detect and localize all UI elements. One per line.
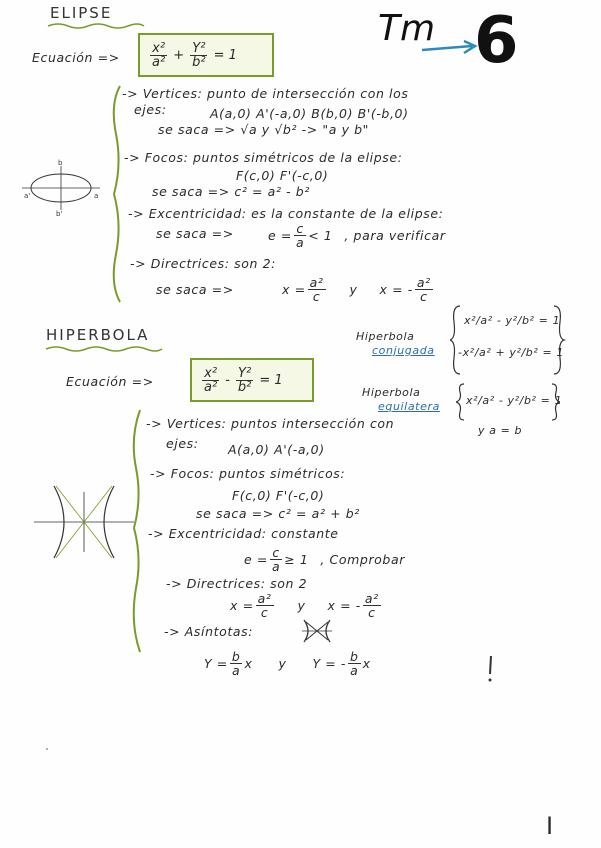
ellipse-title: ELIPSE — [50, 4, 113, 22]
svg-text:b: b — [58, 159, 63, 167]
title-underline — [44, 345, 164, 353]
ellipse-vertices-saca: se saca => √a y √b² -> "a y b" — [158, 122, 370, 137]
ellipse-vertices-line1: -> Vertices: punto de intersección con los — [122, 86, 409, 101]
svg-text:a': a' — [24, 192, 31, 200]
ellipse-focos-saca: se saca => c² = a² - b² — [152, 184, 310, 199]
hiperbola-vertices-line1: -> Vertices: puntos intersección con — [146, 416, 395, 431]
hiperbola-vertices-points: A(a,0) A'(-a,0) — [228, 442, 325, 457]
hiperbola-equation-box: $\frac{\text{x²}}{\text{a²}}$ - $\frac{\text{Y²}}{\text{b²}}$ = 1 — [190, 358, 314, 402]
hiperbola-dir-line: -> Directrices: son 2 — [166, 576, 308, 591]
hiperbola-vertices-line2: ejes: — [166, 436, 199, 451]
ellipse-dir-line: -> Directrices: son 2: — [130, 256, 276, 271]
svg-text:b': b' — [56, 210, 63, 218]
header-number: 6 — [474, 4, 519, 78]
frac: $\frac{\text{Y²}}{\text{b²}}$ — [237, 365, 252, 395]
equilatera-label: Hiperbola — [362, 386, 421, 399]
ellipse-diagram — [20, 158, 102, 218]
hiperbola-dir-formula: x = $\frac{\text{a²}}{c}$ y x = - $\frac{\text{a²}}{c}$ — [230, 591, 379, 620]
frac: $\frac{\text{Y²}}{\text{b²}}$ — [192, 40, 206, 70]
hiperbola-brace — [128, 408, 144, 654]
ellipse-vertices-line2: ejes: — [134, 102, 167, 117]
page-mark: I — [546, 812, 554, 840]
ellipse-exc-saca: se saca => — [156, 226, 234, 241]
header-tm: Tm — [378, 8, 436, 49]
hiperbola-exc-formula: e = $\frac{c}{a}$ ≥ 1 , Comprobar — [244, 545, 405, 574]
ellipse-focos-points: F(c,0) F'(-c,0) — [236, 168, 329, 183]
hiperbola-title: HIPERBOLA — [46, 326, 150, 344]
equilatera-eq: x²/a² - y²/b² = 1 — [466, 394, 563, 407]
conjugada-eq2: -x²/a² + y²/b² = 1 — [458, 346, 564, 359]
svg-text:a: a — [94, 192, 99, 200]
hiperbola-asin-line: -> Asíntotas: — [164, 624, 254, 639]
hiperbola-ecuacion-label: Ecuación => — [66, 374, 154, 389]
ellipse-dir-saca: se saca => — [156, 282, 234, 297]
hyperbola-diagram — [34, 482, 134, 562]
hiperbola-focos-points: F(c,0) F'(-c,0) — [232, 488, 325, 503]
ellipse-vertices-points: A(a,0) A'(-a,0) B(b,0) B'(-b,0) — [210, 106, 409, 121]
equilatera-label-highlight: equilatera — [378, 400, 440, 413]
asymptote-sketch-icon — [300, 618, 334, 644]
ellipse-ecuacion-label: Ecuación => — [32, 50, 120, 65]
conjugada-eq1: x²/a² - y²/b² = 1 — [464, 314, 561, 327]
ellipse-dir-formula: x = $\frac{\text{a²}}{c}$ y x = - $\frac{\text{a²}}{c}$ — [282, 275, 431, 304]
arrow-icon — [420, 38, 480, 58]
ellipse-focos-line: -> Focos: puntos simétricos de la elipse: — [124, 150, 403, 165]
equilatera-cond: y a = b — [478, 424, 523, 437]
ellipse-brace — [108, 84, 124, 304]
ink-mark — [484, 654, 498, 684]
ellipse-exc-formula: e = $\frac{c}{a}$ < 1 , para verificar — [268, 221, 446, 250]
hiperbola-exc-line: -> Excentricidad: constante — [148, 526, 339, 541]
ellipse-exc-line: -> Excentricidad: es la constante de la elipse: — [128, 206, 444, 221]
title-underline — [46, 22, 146, 30]
hiperbola-focos-line: -> Focos: puntos simétricos: — [150, 466, 346, 481]
conjugada-label: Hiperbola — [356, 330, 415, 343]
frac: $\frac{\text{x²}}{\text{a²}}$ — [152, 40, 166, 70]
conjugada-label-highlight: conjugada — [372, 344, 435, 357]
hiperbola-asin-formula: Y = $\frac{b}{a}$ x y Y = - $\frac{b}{a}$ x — [204, 649, 371, 678]
ink-dot — [44, 746, 50, 752]
frac: $\frac{\text{x²}}{\text{a²}}$ — [204, 365, 218, 395]
ellipse-equation-box: $\frac{\text{x²}}{\text{a²}}$ + $\frac{\text{Y²}}{\text{b²}}$ = 1 — [138, 33, 274, 77]
hiperbola-focos-saca: se saca => c² = a² + b² — [196, 506, 360, 521]
